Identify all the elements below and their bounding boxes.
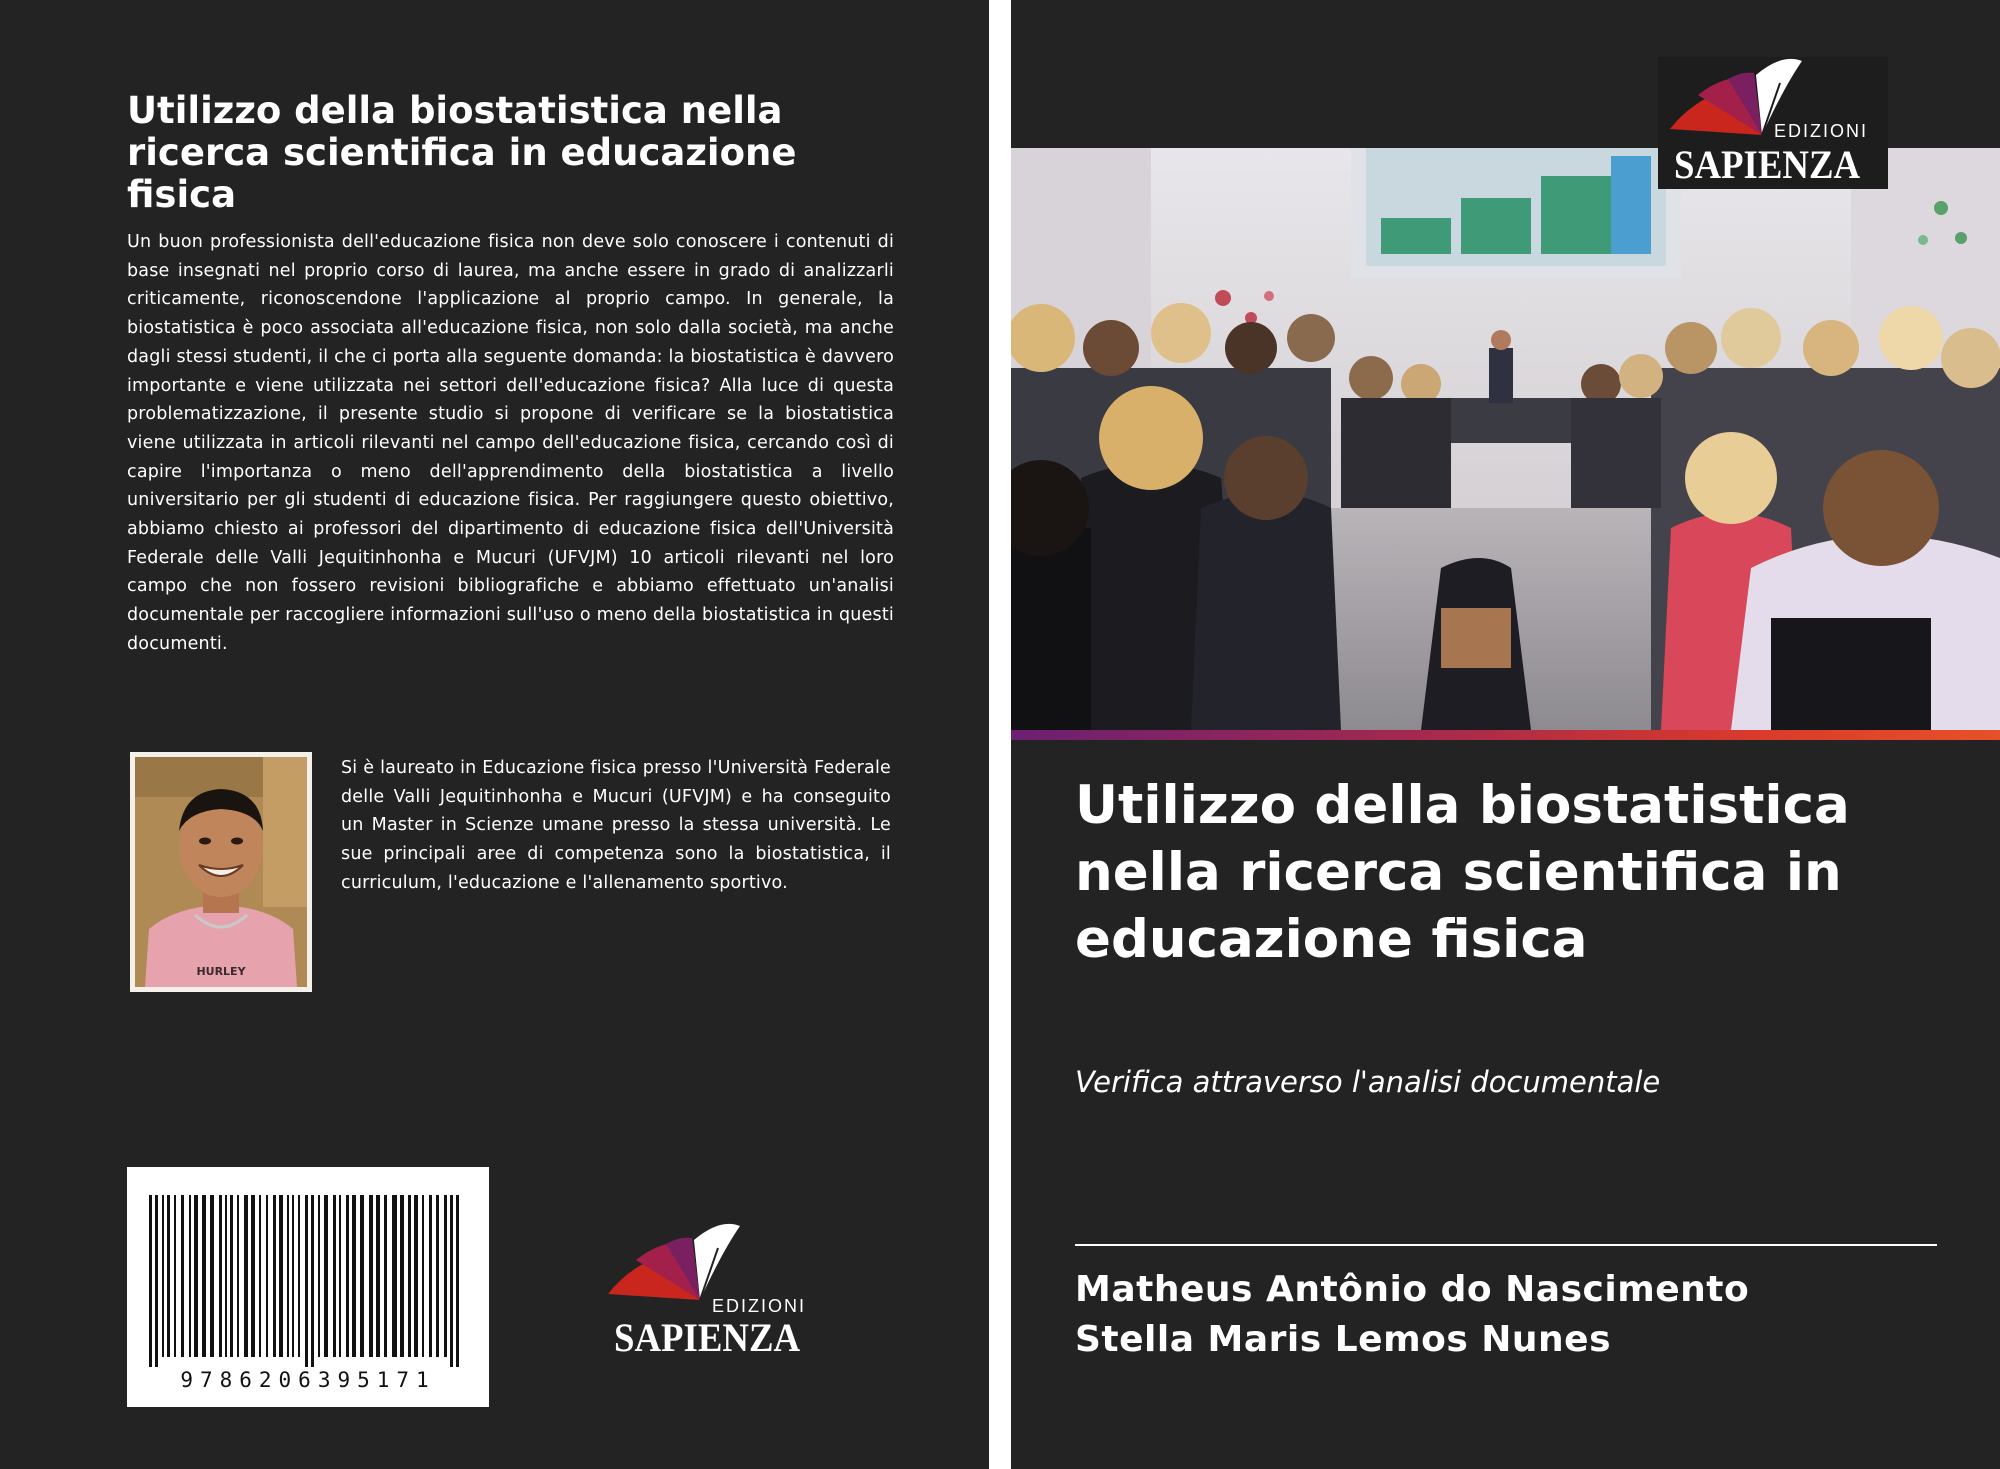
shirt-print: HURLEY <box>196 965 246 978</box>
publisher-sapienza: SAPIENZA <box>1674 142 1861 187</box>
barcode-bar <box>352 1195 356 1357</box>
barcode-bar <box>324 1195 328 1357</box>
barcode-bar <box>167 1195 170 1357</box>
title-divider <box>1075 1244 1937 1246</box>
barcode-bar <box>369 1195 373 1357</box>
barcode-bar <box>298 1195 300 1357</box>
barcode-bar <box>456 1195 459 1367</box>
publisher-edizioni: EDIZIONI <box>1774 121 1869 141</box>
barcode-bar <box>444 1195 447 1357</box>
barcode-bar <box>376 1195 380 1357</box>
back-cover-blurb: Un buon professionista dell'educazione fisica non deve solo conoscere i contenuti di base insegnati nel proprio corso di laurea, ma anche essere in grado di analizzarli criticamente, riconoscendone l'applicazione al proprio campo. In generale, la biostatistica è poco associata all'educazione fisica, non solo dalla società, ma anche dagli stessi studenti, il che ci porta alla seguente domanda: la biostatistica è davvero importante e viene utilizzata nei settori dell'educazione fisica? Alla luce di questa problematizzazione, il presente studio si propone di verificare se la biostatistica viene utilizzata in articoli rilevanti nel campo dell'educazione fisica, cercando così di capire l'importanza o meno dell'apprendimento della biostatistica a livello universitario per gli studenti di educazione fisica. Per raggiungere questo obiettivo, abbiamo chiesto ai professori del dipartimento di educazione fisica dell'Università Federale delle Valli Jequitinhonha e Mucuri (UFVJM) 10 articoli rilevanti nel loro campo che non fossero revisioni bibliografiche e abbiamo effettuato un'analisi documentale per raccogliere informazioni sull'uso o meno della biostatistica in questi documenti. <box>127 232 894 654</box>
barcode-bar <box>237 1195 239 1357</box>
barcode-bar <box>400 1195 404 1357</box>
barcode-bar <box>230 1195 233 1357</box>
barcode-bar <box>408 1195 411 1357</box>
back-cover <box>0 0 989 1469</box>
barcode-bar <box>360 1195 364 1357</box>
barcode-bar <box>194 1195 198 1357</box>
publisher-edizioni: EDIZIONI <box>712 1296 807 1316</box>
author-name: Matheus Antônio do Nascimento <box>1075 1269 1750 1310</box>
barcode-bar <box>266 1195 268 1357</box>
barcode-bar <box>174 1195 176 1357</box>
back-cover-title: Utilizzo della biostatistica nella ricerca scientifica in educazione fisica <box>127 89 797 216</box>
barcode-bar <box>436 1195 439 1357</box>
barcode-bar <box>202 1195 206 1357</box>
publisher-logo-front <box>1658 57 1888 189</box>
barcode-bar <box>429 1195 432 1357</box>
author-bio: Si è laureato in Educazione fisica presso l'Università Federale delle Valli Jequitinhonha e Mucuri (UFVJM) e ha conseguito un Master in Scienze umane presso la stessa università. Le sue principali aree di competenza sono la biostatistica, il curriculum, l'educazione e l'allenamento sportivo. <box>341 758 891 893</box>
barcode-bar <box>259 1195 261 1357</box>
barcode-bar <box>450 1195 453 1367</box>
barcode-bar <box>181 1195 184 1357</box>
barcode-bar <box>162 1195 164 1357</box>
barcode-bar <box>244 1195 248 1357</box>
conference-audience-photo <box>1011 148 2000 730</box>
barcode-bars <box>127 1167 489 1367</box>
barcode-bar <box>287 1195 289 1357</box>
barcode-bar <box>384 1195 387 1357</box>
author-portrait-image <box>135 757 307 987</box>
barcode-bar <box>311 1195 314 1367</box>
author-name: Stella Maris Lemos Nunes <box>1075 1319 1612 1360</box>
quill-fan-icon <box>600 1222 828 1302</box>
barcode-bar <box>149 1195 152 1367</box>
barcode-bar <box>273 1195 276 1357</box>
barcode-bar <box>219 1195 222 1357</box>
barcode-bar <box>155 1195 158 1367</box>
barcode-bar <box>279 1195 283 1357</box>
barcode-bar <box>225 1195 227 1357</box>
barcode-bar <box>251 1195 255 1357</box>
barcode-bar <box>422 1195 424 1357</box>
barcode-bar <box>333 1195 336 1357</box>
barcode-bar <box>210 1195 214 1357</box>
barcode-bar <box>339 1195 341 1357</box>
author-photo <box>130 752 312 992</box>
barcode-bar <box>346 1195 349 1357</box>
barcode-bar <box>305 1195 308 1367</box>
barcode-bar <box>292 1195 294 1357</box>
isbn-barcode <box>127 1167 489 1407</box>
barcode-bar <box>392 1195 397 1357</box>
front-cover-subtitle: Verifica attraverso l'analisi documentale <box>1075 1065 1661 1099</box>
barcode-bar <box>189 1195 191 1357</box>
accent-stripe <box>1011 730 2000 740</box>
isbn-number: 9786206395171 <box>180 1368 436 1392</box>
front-cover-title: Utilizzo della biostatistica nella ricerca scientifica in educazione fisica <box>1075 775 1850 970</box>
barcode-bar <box>318 1195 320 1357</box>
publisher-logo-back <box>600 1222 828 1362</box>
barcode-bar <box>414 1195 418 1357</box>
publisher-sapienza: SAPIENZA <box>614 1315 801 1360</box>
